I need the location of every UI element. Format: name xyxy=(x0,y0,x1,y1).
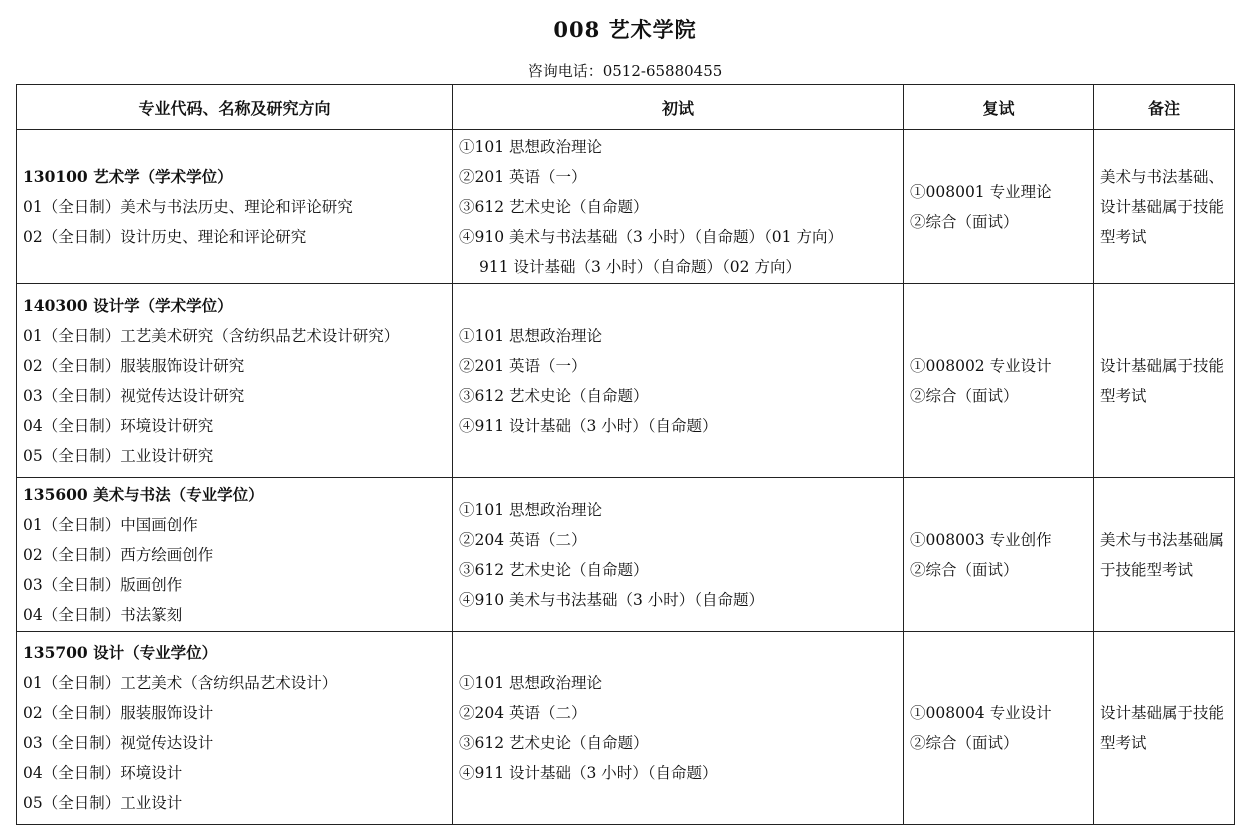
major-title: 135700 设计（专业学位） xyxy=(23,643,218,662)
column-header-initial: 初试 xyxy=(453,85,904,130)
research-direction: 01（全日制）美术与书法历史、理论和评论研究 xyxy=(23,197,353,216)
research-direction: 04（全日制）书法篆刻 xyxy=(23,605,183,624)
exam-subject: ④911 设计基础（3 小时）（自命题） xyxy=(459,416,718,435)
initial-exam-cell xyxy=(453,284,904,478)
remarks-text: 美术与书法基础属于技能型考试 xyxy=(1100,530,1225,579)
initial-exam-cell xyxy=(453,130,904,284)
research-direction: 01（全日制）工艺美术研究（含纺织品艺术设计研究） xyxy=(23,326,400,345)
remarks-cell xyxy=(1094,478,1235,632)
exam-subject: ②204 英语（二） xyxy=(459,530,587,549)
retest-subject: ②综合（面试） xyxy=(910,386,1019,405)
exam-subject: ①101 思想政治理论 xyxy=(459,674,603,692)
remarks-text: 设计基础属于技能型考试 xyxy=(1100,704,1225,752)
table-row xyxy=(17,284,1235,478)
retest-subject: ①008004 专业设计 xyxy=(910,704,1052,722)
remarks-cell xyxy=(1094,632,1235,825)
page-title: 008 艺术学院 xyxy=(553,17,697,42)
exam-subject: ④911 设计基础（3 小时）（自命题） xyxy=(459,764,718,782)
exam-subject: ①101 思想政治理论 xyxy=(459,326,603,345)
remarks-text: 美术与书法基础、设计基础属于技能型考试 xyxy=(1100,167,1225,246)
retest-cell xyxy=(904,632,1094,825)
major-cell xyxy=(17,284,453,478)
research-direction: 03（全日制）视觉传达设计研究 xyxy=(23,386,245,405)
research-direction: 03（全日制）版画创作 xyxy=(23,575,183,594)
major-title: 135600 美术与书法（专业学位） xyxy=(23,484,264,504)
exam-subject: ②204 英语（二） xyxy=(459,704,587,722)
exam-subject: ④910 美术与书法基础（3 小时）（自命题） xyxy=(459,590,765,609)
table-header-row xyxy=(17,85,1235,130)
column-header-major: 专业代码、名称及研究方向 xyxy=(17,85,453,130)
research-direction: 02（全日制）西方绘画创作 xyxy=(23,545,214,564)
column-header-remarks: 备注 xyxy=(1094,85,1235,130)
table-row xyxy=(17,130,1235,284)
exam-subject: 911 设计基础（3 小时）（自命题）（02 方向） xyxy=(479,257,801,276)
major-cell xyxy=(17,130,453,284)
remarks-cell xyxy=(1094,284,1235,478)
research-direction: 02（全日制）服装服饰设计研究 xyxy=(23,356,245,375)
exam-subject: ④910 美术与书法基础（3 小时）（自命题）（01 方向） xyxy=(459,227,843,246)
major-title: 130100 艺术学（学术学位） xyxy=(23,166,233,186)
retest-subject: ①008001 专业理论 xyxy=(910,182,1052,201)
remarks-text: 设计基础属于技能型考试 xyxy=(1100,356,1225,405)
exam-subject: ③612 艺术史论（自命题） xyxy=(459,734,649,752)
contact-phone: 咨询电话：0512-65880455 xyxy=(527,62,723,80)
major-cell xyxy=(17,478,453,632)
retest-subject: ①008002 专业设计 xyxy=(910,356,1052,375)
remarks-cell xyxy=(1094,130,1235,284)
research-direction: 05（全日制）工业设计研究 xyxy=(23,446,214,465)
exam-subject: ②201 英语（一） xyxy=(459,356,587,375)
retest-subject: ②综合（面试） xyxy=(910,734,1019,752)
research-direction: 01（全日制）中国画创作 xyxy=(23,515,198,534)
column-header-retest: 复试 xyxy=(904,85,1094,130)
retest-subject: ①008003 专业创作 xyxy=(910,530,1052,549)
exam-subject: ②201 英语（一） xyxy=(459,167,587,186)
retest-subject: ②综合（面试） xyxy=(910,212,1019,231)
exam-subject: ③612 艺术史论（自命题） xyxy=(459,197,649,216)
research-direction: 02（全日制）设计历史、理论和评论研究 xyxy=(23,227,307,246)
admissions-table xyxy=(16,84,1235,825)
research-direction: 05（全日制）工业设计 xyxy=(23,794,183,812)
table-row xyxy=(17,632,1235,825)
research-direction: 03（全日制）视觉传达设计 xyxy=(23,734,214,752)
retest-cell xyxy=(904,478,1094,632)
retest-cell xyxy=(904,130,1094,284)
exam-subject: ③612 艺术史论（自命题） xyxy=(459,560,649,579)
initial-exam-cell xyxy=(453,478,904,632)
major-cell xyxy=(17,632,453,825)
exam-subject: ③612 艺术史论（自命题） xyxy=(459,386,649,405)
research-direction: 01（全日制）工艺美术（含纺织品艺术设计） xyxy=(23,674,338,692)
major-title: 140300 设计学（学术学位） xyxy=(23,295,233,315)
research-direction: 02（全日制）服装服饰设计 xyxy=(23,704,214,722)
exam-subject: ①101 思想政治理论 xyxy=(459,137,603,156)
initial-exam-cell xyxy=(453,632,904,825)
retest-cell xyxy=(904,284,1094,478)
exam-subject: ①101 思想政治理论 xyxy=(459,500,603,519)
research-direction: 04（全日制）环境设计研究 xyxy=(23,416,214,435)
research-direction: 04（全日制）环境设计 xyxy=(23,764,183,782)
retest-subject: ②综合（面试） xyxy=(910,560,1019,579)
table-row xyxy=(17,478,1235,632)
